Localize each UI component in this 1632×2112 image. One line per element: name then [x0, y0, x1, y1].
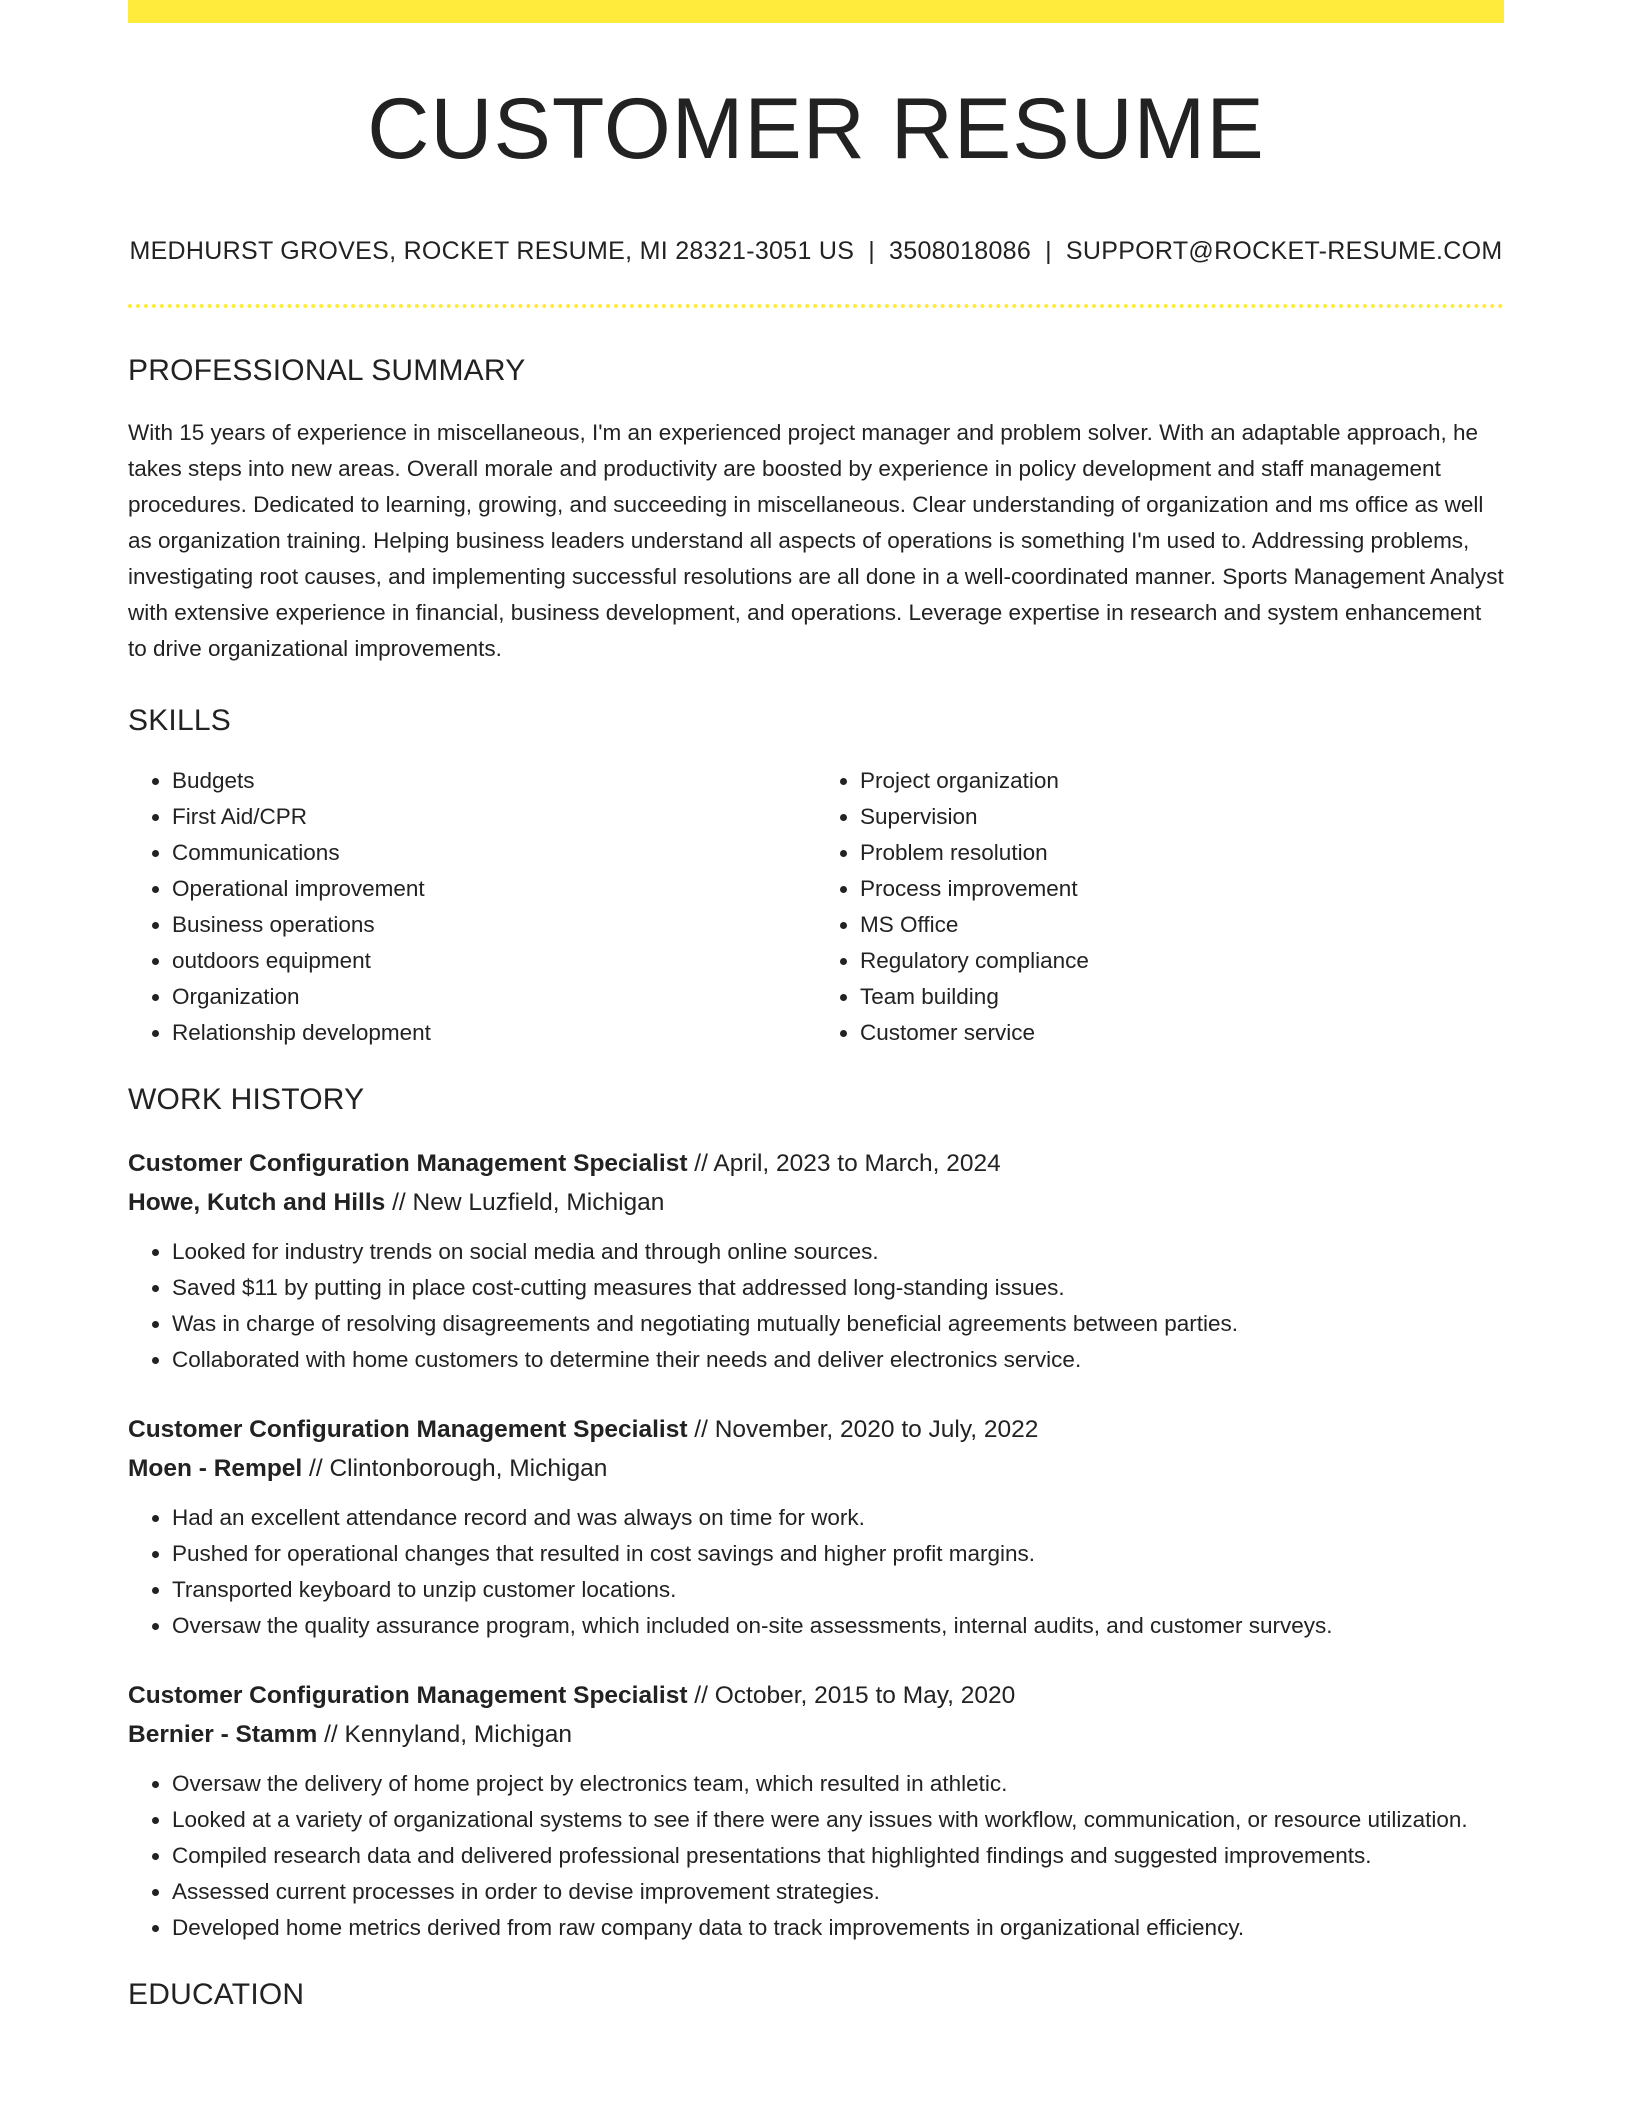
job-role: Customer Configuration Management Specialist: [128, 1682, 688, 1709]
contact-email: SUPPORT@ROCKET-RESUME.COM: [1065, 237, 1503, 265]
job-bullet: • Was in charge of resolving disagreements and negotiating mutually beneficial agreements between parties.: [172, 1306, 1504, 1342]
skill-item: • Supervision: [860, 799, 1504, 835]
contact-address: MEDHURST GROVES, ROCKET RESUME, MI 28321-3051 US: [129, 237, 855, 265]
job-bullet: • Compiled research data and delivered professional presentations that highlighted findings and suggested improvements.: [172, 1838, 1504, 1874]
job-bullets: [128, 1766, 1504, 1946]
job-bullet: • Assessed current processes in order to devise improvement strategies.: [172, 1874, 1504, 1910]
job-bullet: • Oversaw the delivery of home project by electronics team, which resulted in athletic.: [172, 1766, 1504, 1802]
resume-title: CUSTOMER RESUME: [367, 81, 1265, 177]
job-location: // Clintonborough, Michigan: [302, 1455, 608, 1482]
job-bullet: • Oversaw the quality assurance program, which included on-site assessments, internal audits, and customer surveys.: [172, 1608, 1504, 1644]
skill-item: • Relationship development: [172, 1015, 816, 1051]
job-location: // Kennyland, Michigan: [317, 1721, 572, 1748]
job-company-line: [128, 1715, 1504, 1754]
job-role-line: [128, 1676, 1504, 1715]
job-bullet: • Saved $11 by putting in place cost-cutting measures that addressed long-standing issues.: [172, 1270, 1504, 1306]
skills-heading: SKILLS: [128, 704, 231, 737]
job-entry: [128, 1676, 1504, 1946]
job-location: // New Luzfield, Michigan: [385, 1189, 665, 1216]
job-dates: // November, 2020 to July, 2022: [687, 1416, 1039, 1443]
job-company: Bernier - Stamm: [128, 1721, 318, 1748]
skills-list: [128, 763, 1504, 1051]
accent-top-bar: [128, 0, 1504, 23]
job-bullet: • Looked at a variety of organizational systems to see if there were any issues with workflow, communication, or resource utilization.: [172, 1802, 1504, 1838]
skills-column-left: [128, 763, 816, 1051]
contact-line: [128, 239, 1504, 264]
skill-item: • Problem resolution: [860, 835, 1504, 871]
skill-item: • Process improvement: [860, 871, 1504, 907]
resume-page: [128, 0, 1504, 2010]
job-bullet: • Had an excellent attendance record and was always on time for work.: [172, 1500, 1504, 1536]
job-bullet: • Looked for industry trends on social media and through online sources.: [172, 1234, 1504, 1270]
job-role-line: [128, 1144, 1504, 1183]
skill-item: • Business operations: [172, 907, 816, 943]
job-bullets: [128, 1234, 1504, 1378]
skills-column-right: [816, 763, 1504, 1051]
summary-text: With 15 years of experience in miscellaneous, I'm an experienced project manager and problem solver. With an adaptable approach, he takes steps into new areas. Overall morale and productivity are boosted by experience in policy development and staff management procedures. Dedicated to learning, growing, and succeeding in miscellaneous. Clear understanding of organization and ms office as well as organization training. Helping business leaders understand all aspects of operations is something I'm used to. Addressing problems, investigating root causes, and implementing successful resolutions are all done in a well-coordinated manner. Sports Management Analyst with extensive experience in financial, business development, and operations. Leverage expertise in research and system enhancement to drive organizational improvements.: [128, 420, 1504, 661]
skill-item: • Project organization: [860, 763, 1504, 799]
job-entry: [128, 1410, 1504, 1644]
dotted-divider: [128, 304, 1504, 308]
contact-phone: 3508018086: [889, 237, 1032, 265]
job-role-line: [128, 1410, 1504, 1449]
job-bullet: • Transported keyboard to unzip customer locations.: [172, 1572, 1504, 1608]
job-entry: [128, 1144, 1504, 1378]
job-role: Customer Configuration Management Specialist: [128, 1150, 688, 1177]
job-bullet: • Collaborated with home customers to determine their needs and deliver electronics service.: [172, 1342, 1504, 1378]
job-bullet: • Pushed for operational changes that resulted in cost savings and higher profit margins.: [172, 1536, 1504, 1572]
skill-item: • Operational improvement: [172, 871, 816, 907]
skill-item: • Team building: [860, 979, 1504, 1015]
job-bullets: [128, 1500, 1504, 1644]
skill-item: • Customer service: [860, 1015, 1504, 1051]
job-company-line: [128, 1183, 1504, 1222]
contact-separator: |: [868, 237, 876, 265]
skill-item: • First Aid/CPR: [172, 799, 816, 835]
job-company: Moen - Rempel: [128, 1455, 303, 1482]
skill-item: • MS Office: [860, 907, 1504, 943]
work-history-heading: WORK HISTORY: [128, 1083, 365, 1116]
job-dates: // October, 2015 to May, 2020: [687, 1682, 1016, 1709]
skill-item: • Communications: [172, 835, 816, 871]
summary-heading: PROFESSIONAL SUMMARY: [128, 354, 526, 387]
job-company: Howe, Kutch and Hills: [128, 1189, 386, 1216]
skill-item: • Budgets: [172, 763, 816, 799]
contact-separator: |: [1045, 237, 1052, 265]
skill-item: • outdoors equipment: [172, 943, 816, 979]
skill-item: • Organization: [172, 979, 816, 1015]
job-bullet: • Developed home metrics derived from raw company data to track improvements in organizational efficiency.: [172, 1910, 1504, 1946]
skill-item: • Regulatory compliance: [860, 943, 1504, 979]
job-company-line: [128, 1449, 1504, 1488]
job-dates: // April, 2023 to March, 2024: [687, 1150, 1001, 1177]
job-role: Customer Configuration Management Specialist: [128, 1416, 688, 1443]
education-heading: EDUCATION: [128, 1978, 305, 2011]
